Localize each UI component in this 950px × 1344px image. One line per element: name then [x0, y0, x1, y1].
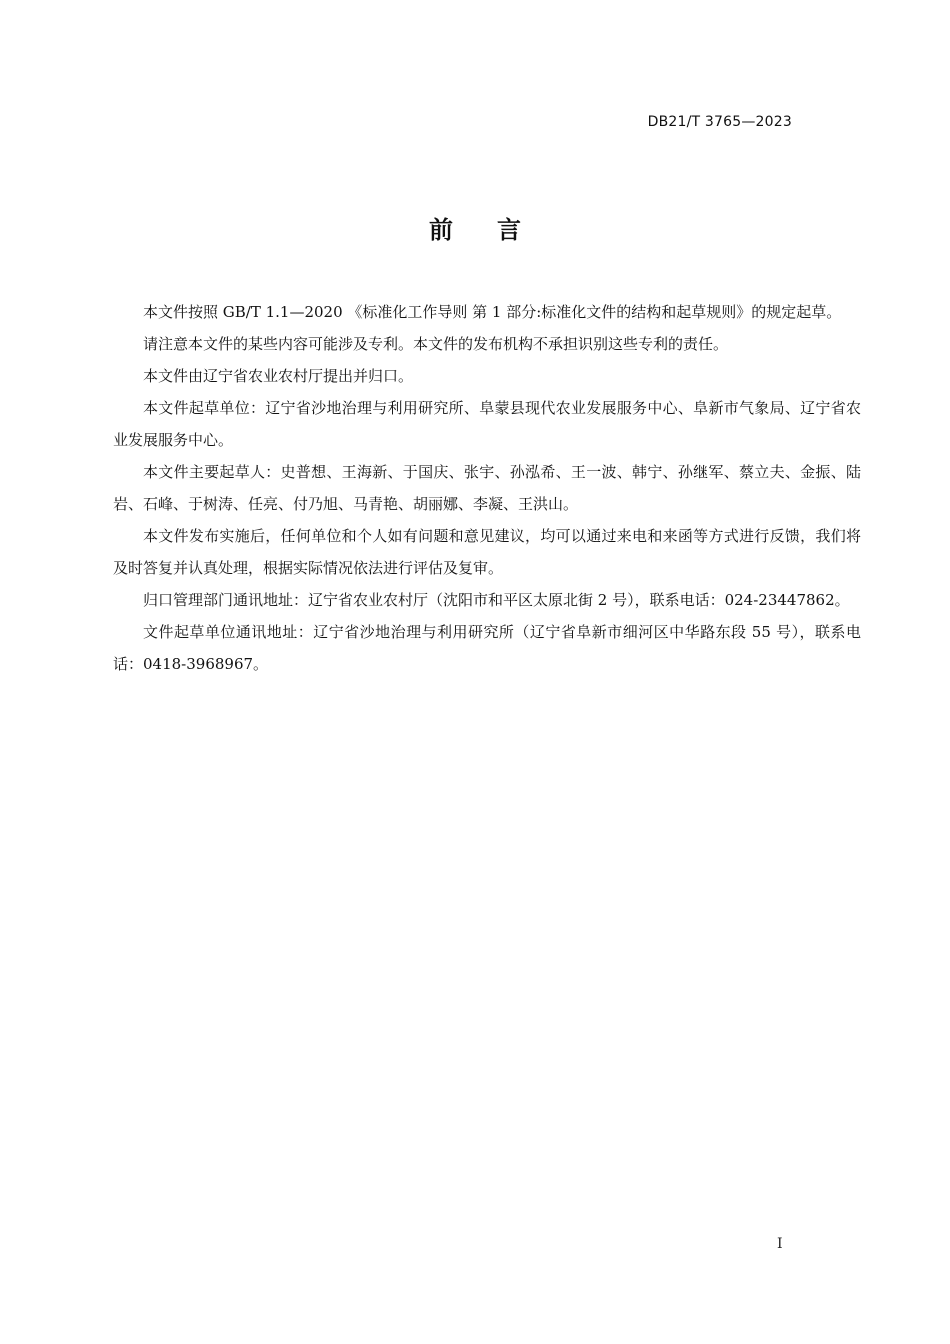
- paragraph-drafting-unit-contact: 文件起草单位通讯地址：辽宁省沙地治理与利用研究所（辽宁省阜新市细河区中华路东段 55 号），联系电话：0418-3968967。: [113, 623, 861, 673]
- foreword-body: [113, 296, 861, 680]
- document-code: DB21/T 3765—2023: [647, 114, 792, 130]
- paragraph-drafters: 本文件主要起草人：史普想、王海新、于国庆、张宇、孙泓希、王一波、韩宁、孙继军、蔡立夫、金振、陆岩、石峰、于树涛、任亮、付乃旭、马青艳、胡丽娜、李凝、王洪山。: [113, 463, 861, 513]
- paragraph-drafting-rules: 本文件按照 GB/T 1.1—2020 《标准化工作导则 第 1 部分:标准化文件的结构和起草规则》的规定起草。: [143, 303, 842, 321]
- paragraph-drafting-units: 本文件起草单位：辽宁省沙地治理与利用研究所、阜蒙县现代农业发展服务中心、阜新市气象局、辽宁省农业发展服务中心。: [113, 399, 861, 449]
- paragraph-admin-contact: 归口管理部门通讯地址：辽宁省农业农村厅（沈阳市和平区太原北街 2 号），联系电话：024-23447862。: [143, 591, 850, 609]
- paragraph-feedback: 本文件发布实施后，任何单位和个人如有问题和意见建议，均可以通过来电和来函等方式进行反馈，我们将及时答复并认真处理，根据实际情况依法进行评估及复审。: [113, 527, 861, 577]
- page-number: I: [777, 1236, 783, 1252]
- page-title: 前言: [429, 216, 565, 244]
- paragraph-proposer: 本文件由辽宁省农业农村厅提出并归口。: [143, 367, 414, 385]
- paragraph-patent-notice: 请注意本文件的某些内容可能涉及专利。本文件的发布机构不承担识别这些专利的责任。: [143, 335, 729, 353]
